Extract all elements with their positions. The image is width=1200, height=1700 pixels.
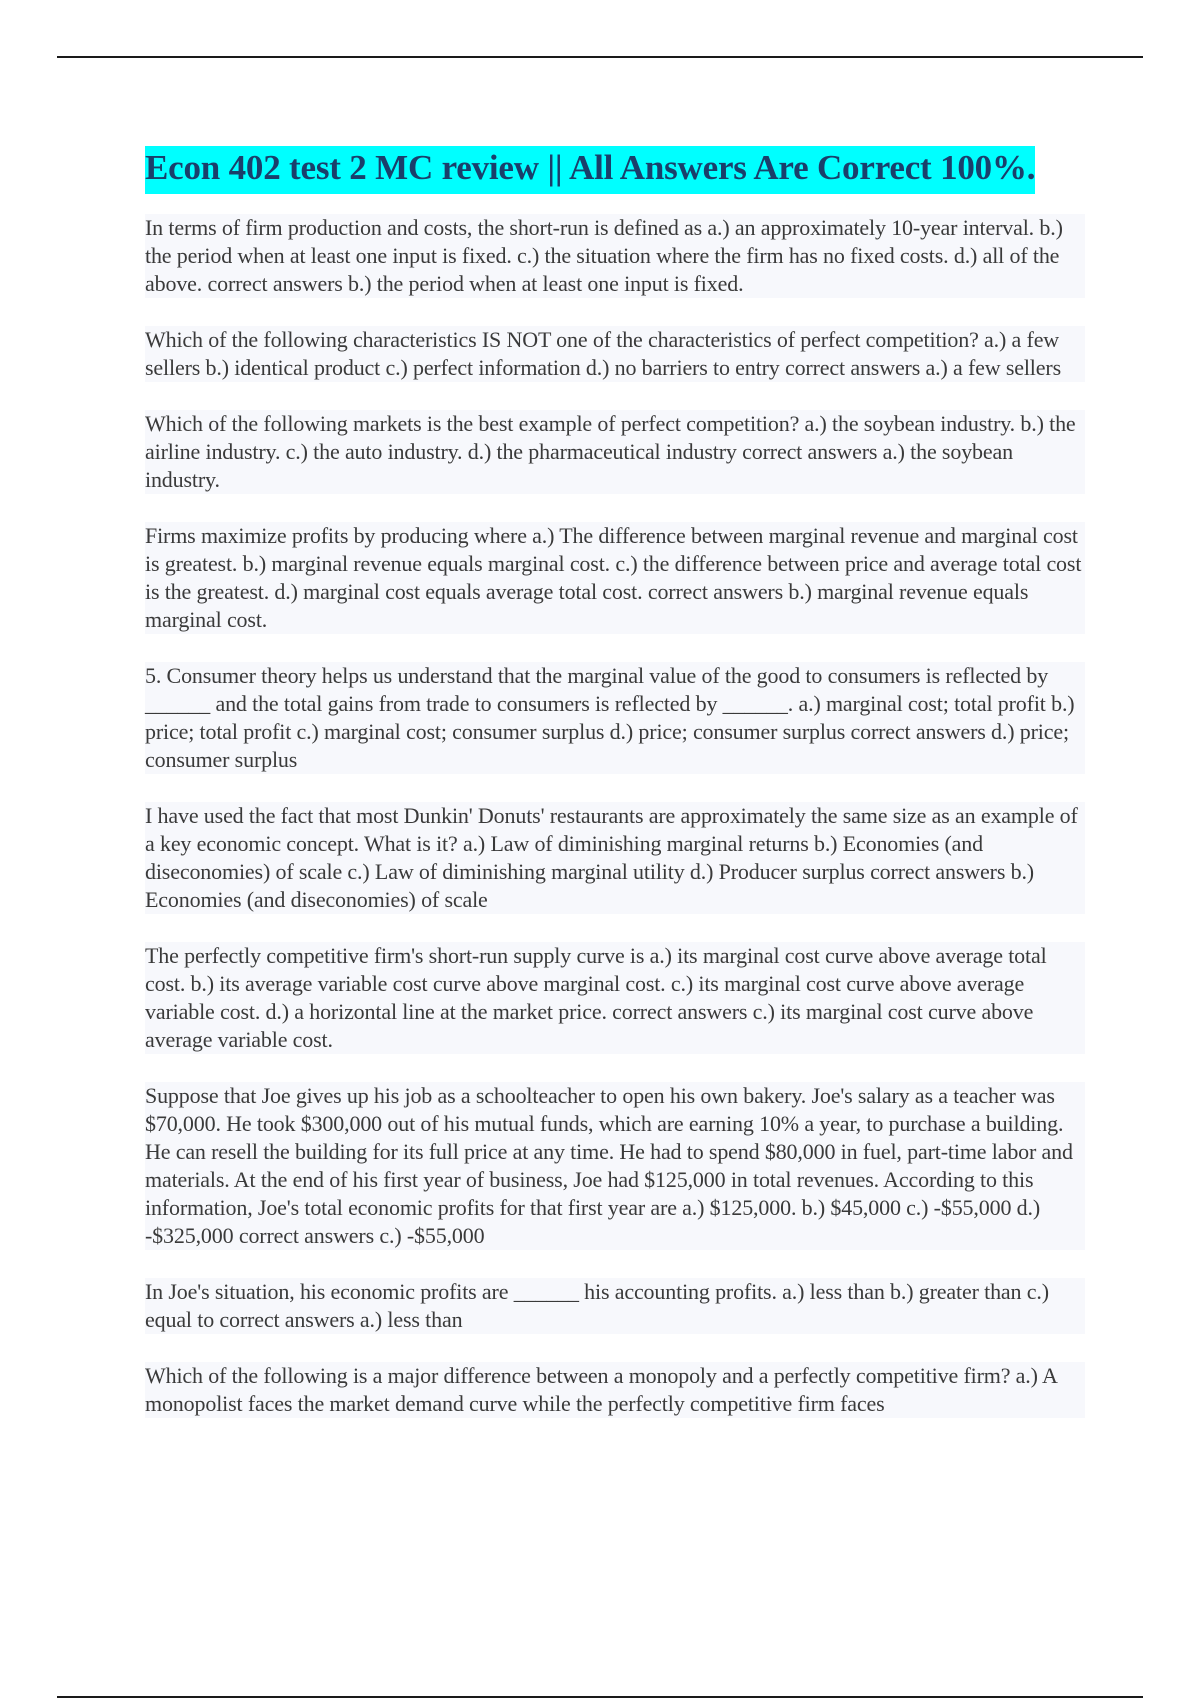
question-paragraph-1: In terms of firm production and costs, the short-run is defined as a.) an approximately 10-year interval. b.) the period when at least one input is fixed. c.) the situation where the firm has no fixed costs. d.) all of the above. correct answers b.) the period when at least one input is fixed. [145, 214, 1085, 298]
question-paragraph-3: Which of the following markets is the best example of perfect competition? a.) the soybean industry. b.) the airline industry. c.) the auto industry. d.) the pharmaceutical industry correct answers a.) the soybean industry. [145, 410, 1085, 494]
document-title: Econ 402 test 2 MC review || All Answers Are Correct 100%. [145, 146, 1035, 194]
question-paragraph-9: In Joe's situation, his economic profits are ______ his accounting profits. a.) less than b.) greater than c.) equal to correct answers a.) less than [145, 1278, 1085, 1334]
question-paragraph-6: I have used the fact that most Dunkin' Donuts' restaurants are approximately the same size as an example of a key economic concept. What is it? a.) Law of diminishing marginal returns b.) Economies (and diseconomies) of scale c.) Law of diminishing marginal utility d.) Producer surplus correct answers b.) Economies (and diseconomies) of scale [145, 802, 1085, 914]
question-list [145, 214, 1085, 1418]
document-body [145, 146, 1085, 1446]
question-paragraph-10: Which of the following is a major difference between a monopoly and a perfectly competitive firm? a.) A monopolist faces the market demand curve while the perfectly competitive firm faces [145, 1362, 1085, 1418]
question-paragraph-5: 5. Consumer theory helps us understand that the marginal value of the good to consumers is reflected by ______ and the total gains from trade to consumers is reflected by ______. a.) marginal cost; total profit b.) price; total profit c.) marginal cost; consumer surplus d.) price; consumer surplus correct answers d.) price; consumer surplus [145, 662, 1085, 774]
bottom-rule [57, 1696, 1143, 1698]
top-rule [57, 56, 1143, 58]
question-paragraph-2: Which of the following characteristics IS NOT one of the characteristics of perfect competition? a.) a few sellers b.) identical product c.) perfect information d.) no barriers to entry correct answers a.) a few sellers [145, 326, 1085, 382]
question-paragraph-4: Firms maximize profits by producing where a.) The difference between marginal revenue and marginal cost is greatest. b.) marginal revenue equals marginal cost. c.) the difference between price and average total cost is the greatest. d.) marginal cost equals average total cost. correct answers b.) marginal revenue equals marginal cost. [145, 522, 1085, 634]
question-paragraph-7: The perfectly competitive firm's short-run supply curve is a.) its marginal cost curve above average total cost. b.) its average variable cost curve above marginal cost. c.) its marginal cost curve above average variable cost. d.) a horizontal line at the market price. correct answers c.) its marginal cost curve above average variable cost. [145, 942, 1085, 1054]
question-paragraph-8: Suppose that Joe gives up his job as a schoolteacher to open his own bakery. Joe's salary as a teacher was $70,000. He took $300,000 out of his mutual funds, which are earning 10% a year, to purchase a building. He can resell the building for its full price at any time. He had to spend $80,000 in fuel, part-time labor and materials. At the end of his first year of business, Joe had $125,000 in total revenues. According to this information, Joe's total economic profits for that first year are a.) $125,000. b.) $45,000 c.) -$55,000 d.) -$325,000 correct answers c.) -$55,000 [145, 1082, 1085, 1250]
